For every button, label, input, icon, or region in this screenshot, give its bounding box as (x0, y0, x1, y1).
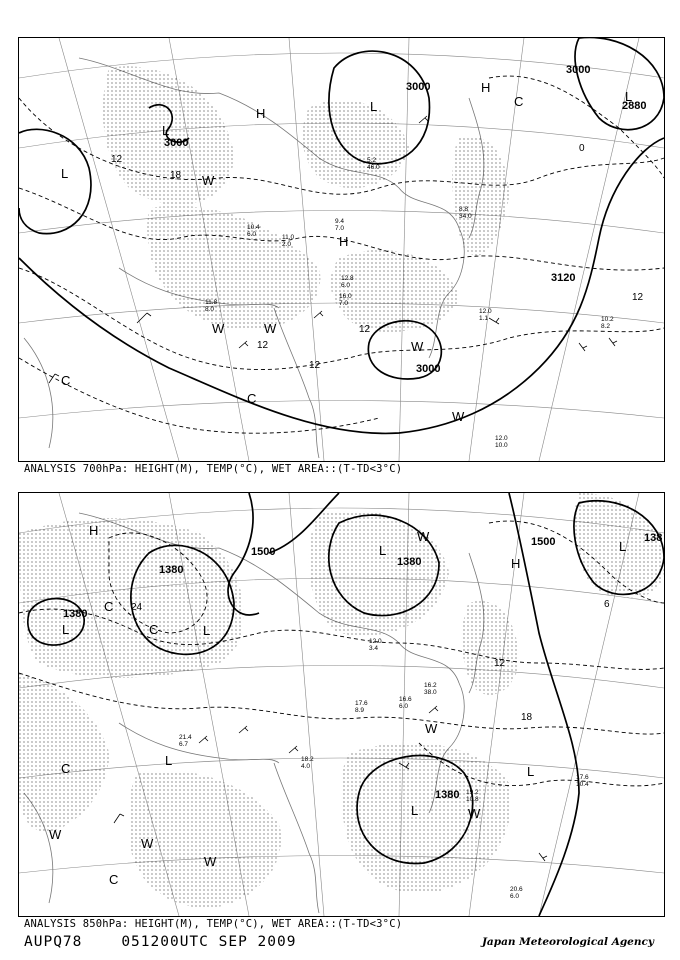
center-marker: L (61, 166, 69, 181)
center-marker: L (379, 543, 387, 558)
station-value: 12.8 (341, 275, 354, 282)
station-value: 8.0 (205, 306, 215, 313)
center-marker: C (514, 94, 524, 109)
station-value: 2.0 (282, 241, 292, 248)
center-marker: W (452, 409, 465, 424)
center-marker: L (619, 539, 627, 554)
height-label: 1500 (251, 546, 276, 558)
chart-code: AUPQ78 (24, 934, 83, 950)
isotherm-label: 12 (494, 658, 506, 669)
map-panel-700hpa (18, 37, 665, 462)
center-marker: W (202, 173, 215, 188)
station-value: 17.6 (576, 774, 589, 781)
footer-chart-id (24, 934, 296, 950)
station-value: 6.0 (510, 893, 520, 900)
height-label: 3000 (566, 64, 591, 76)
station-value: 10.0 (495, 442, 508, 449)
station-value: 12.0 (369, 638, 382, 645)
height-label: 3000 (416, 363, 441, 375)
center-marker: W (425, 721, 438, 736)
center-marker: C (247, 391, 257, 406)
height-label: 3000 (406, 81, 431, 93)
center-marker: C (61, 761, 71, 776)
station-value: 19.2 (466, 789, 479, 796)
height-label: 1380 (397, 556, 422, 568)
height-label: 1380 (63, 608, 88, 620)
station-value: 18.2 (301, 756, 314, 763)
station-value: 8.2 (601, 323, 611, 330)
station-value: 17.6 (355, 700, 368, 707)
center-marker: W (417, 529, 430, 544)
isotherm-label: 18 (521, 712, 533, 723)
isotherm-label: 12 (309, 360, 321, 371)
chart-datetime: 051200UTC SEP 2009 (121, 934, 297, 950)
isotherm-label: 12 (359, 324, 371, 335)
isotherm-label: 12 (111, 154, 123, 165)
center-marker: W (204, 854, 217, 869)
station-value: 3.4 (369, 645, 379, 652)
center-marker: H (89, 523, 99, 538)
center-marker: H (511, 556, 521, 571)
center-marker: H (481, 80, 491, 95)
station-value: 12.0 (479, 308, 492, 315)
station-value: 4.0 (301, 763, 311, 770)
center-marker: L (370, 99, 378, 114)
isotherm-label: 18 (170, 170, 182, 181)
center-marker: H (339, 234, 349, 249)
height-label: 3120 (551, 272, 576, 284)
center-marker: C (149, 622, 159, 637)
station-value: 1.1 (479, 315, 489, 322)
station-value: 12.0 (495, 435, 508, 442)
isotherm-label: 12 (632, 292, 644, 303)
center-marker: W (264, 321, 277, 336)
station-value: 16.6 (399, 696, 412, 703)
station-value: 6.0 (399, 703, 409, 710)
station-value: 8.8 (459, 206, 469, 213)
center-marker: L (411, 803, 419, 818)
station-value: 16.2 (424, 682, 437, 689)
station-value: 8.9 (355, 707, 365, 714)
station-value: 21.4 (179, 734, 192, 741)
station-value: 6.7 (179, 741, 189, 748)
station-value: 10.2 (601, 316, 614, 323)
caption-850hpa: ANALYSIS 850hPa: HEIGHT(M), TEMP(°C), WET AREA::(T-TD<3°C) (24, 918, 403, 930)
center-marker: W (212, 321, 225, 336)
station-value: 16.0 (339, 293, 352, 300)
station-value: 6.0 (341, 282, 351, 289)
height-label: 3000 (164, 137, 189, 149)
isotherm-label: 6 (604, 599, 610, 610)
center-marker: W (49, 827, 62, 842)
station-value: 38.0 (424, 689, 437, 696)
center-marker: W (468, 806, 481, 821)
center-marker: L (527, 764, 535, 779)
map-700hpa-svg (19, 38, 664, 461)
station-value: 20.6 (510, 886, 523, 893)
station-value: 46.0 (367, 164, 380, 171)
map-850hpa-svg (19, 493, 664, 916)
center-marker: C (104, 599, 114, 614)
station-value: 5.2 (367, 157, 377, 164)
height-label: 1380 (159, 564, 184, 576)
height-label: 1500 (531, 536, 556, 548)
station-value: 10.8 (466, 796, 479, 803)
center-marker: L (203, 623, 211, 638)
isotherm-label: 0 (579, 143, 585, 154)
height-label: 138 (644, 532, 663, 544)
station-value: 9.4 (335, 218, 345, 225)
center-marker: C (61, 373, 71, 388)
center-marker: L (62, 622, 70, 637)
agency-name: Japan Meteorological Agency (481, 936, 654, 948)
caption-700hpa: ANALYSIS 700hPa: HEIGHT(M), TEMP(°C), WET AREA::(T-TD<3°C) (24, 463, 403, 475)
isotherm-label: 24 (131, 602, 143, 613)
station-value: 7.0 (339, 300, 349, 307)
center-marker: W (411, 339, 424, 354)
station-value: 10.4 (247, 224, 260, 231)
station-value: 6.0 (247, 231, 257, 238)
center-marker: L (625, 89, 633, 104)
center-marker: W (141, 836, 154, 851)
map-panel-850hpa (18, 492, 665, 917)
height-label: 1380 (435, 789, 460, 801)
station-value: 10.4 (576, 781, 589, 788)
station-value: 7.0 (335, 225, 345, 232)
center-marker: L (165, 753, 173, 768)
center-marker: C (109, 872, 119, 887)
station-value: 11.8 (205, 299, 218, 306)
center-marker: H (256, 106, 266, 121)
center-marker: L (162, 123, 170, 138)
isotherm-label: 12 (257, 340, 269, 351)
station-value: 11.0 (282, 234, 295, 241)
height-label: 2880 (622, 100, 647, 112)
station-value: 34.0 (459, 213, 472, 220)
